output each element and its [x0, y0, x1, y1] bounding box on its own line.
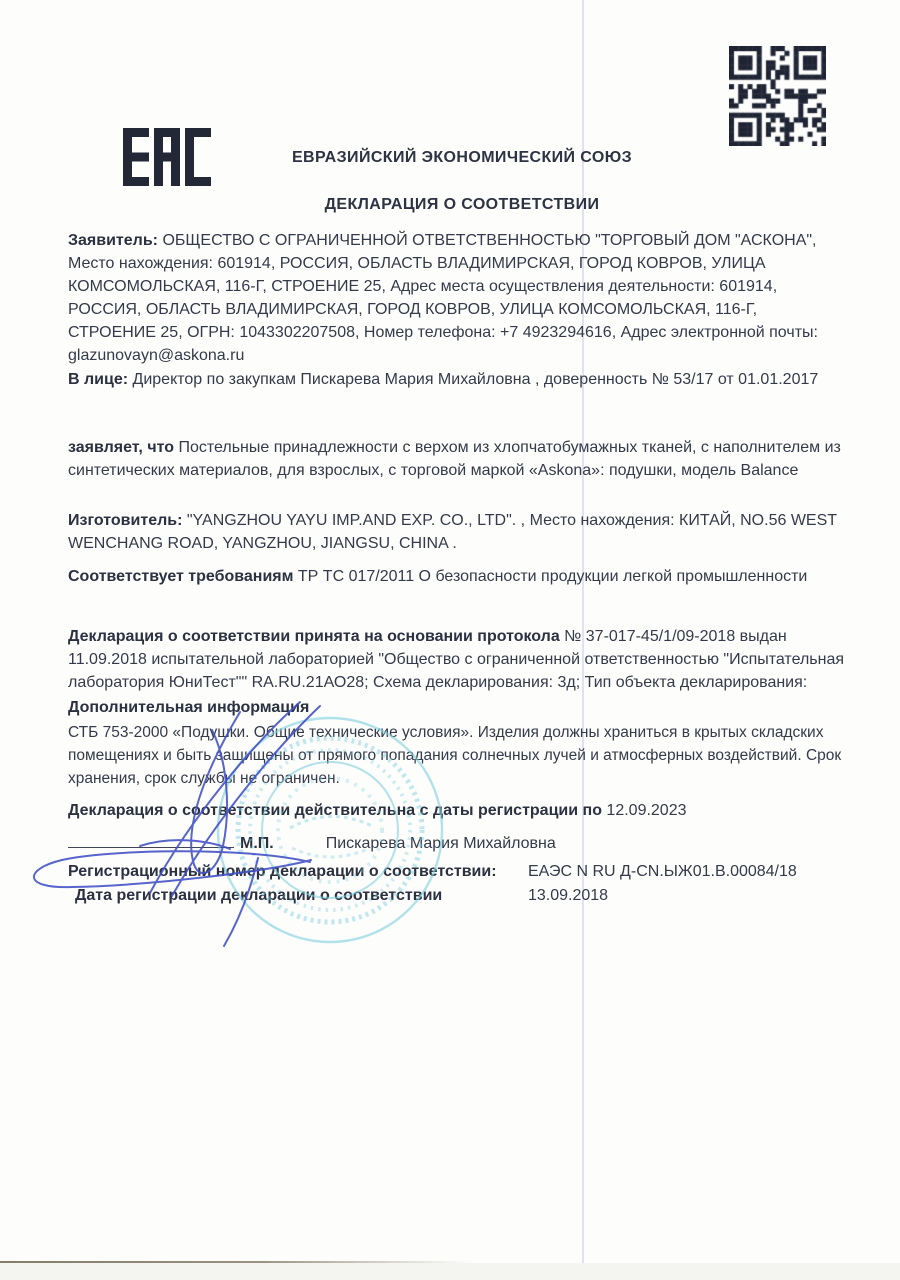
handwritten-signature: [0, 650, 400, 970]
basis-label: Декларация о соответствии принята на основании протокола: [68, 628, 560, 645]
registration-date-label: Дата регистрации декларации о соответствии: [75, 887, 443, 904]
signatory-name: Пискарева Мария Михайловна: [325, 835, 556, 852]
validity-label: Декларация о соответствии действительна с даты регистрации по: [68, 802, 602, 819]
seal-place-mark: М.П.: [240, 835, 274, 852]
additional-info-title: Дополнительная информация: [68, 699, 310, 716]
registration-date-value: 13.09.2018: [528, 887, 609, 904]
union-title: ЕВРАЗИЙСКИЙ ЭКОНОМИЧЕСКИЙ СОЮЗ: [291, 149, 633, 166]
declares-label: заявляет, что: [68, 439, 174, 456]
scan-artifact-bottom-strip: [0, 1263, 900, 1280]
declares-text: Постельные принадлежности с верхом из хлопчатобумажных тканей, с наполнителем из синтетических материалов, для взрослых, с торговой маркой «Askona»: подушки, модель Balance: [68, 439, 841, 479]
basis-text: № 37-017-45/1/09-2018 выдан 11.09.2018 испытательной лабораторией "Общество с ограниченной ответственностью "Испытательная лаборатория ЮниТест"" RA.RU.21АО28; Схема декларирования: 3д; Тип объекта декларирования:: [68, 628, 845, 691]
person-label: В лице:: [68, 371, 129, 388]
applicant-paragraph: [68, 229, 846, 367]
complies-text: ТР ТС 017/2011 О безопасности продукции легкой промышленности: [293, 568, 808, 585]
declares-paragraph: [68, 436, 846, 482]
person-text: Директор по закупкам Пискарева Мария Михайловна , доверенность № 53/17 от 01.01.2017: [128, 371, 819, 388]
complies-label: Соответствует требованиям: [68, 568, 294, 585]
manufacturer-paragraph: [68, 509, 846, 555]
person-paragraph: [68, 368, 846, 391]
validity-date: 12.09.2023: [606, 802, 687, 819]
registration-number-label: Регистрационный номер декларации о соответствии:: [68, 863, 497, 880]
scan-artifact-bottom-edge: [0, 1261, 470, 1263]
document-title: ДЕКЛАРАЦИЯ О СООТВЕТСТВИИ: [324, 196, 600, 213]
applicant-text: ОБЩЕСТВО С ОГРАНИЧЕННОЙ ОТВЕТСТВЕННОСТЬЮ "ТОРГОВЫЙ ДОМ "АСКОНА", Место нахождения: 601914, РОССИЯ, ОБЛАСТЬ ВЛАДИМИРСКАЯ, ГОРОД КОВРОВ, УЛИЦА КОМСОМОЛЬСКАЯ, 116-Г, СТРОЕНИЕ 25, Адрес места осуществления деятельности: 601914, РОССИЯ, ОБЛАСТЬ ВЛАДИМИРСКАЯ, ГОРОД КОВРОВ, УЛИЦА КОМСОМОЛЬСКАЯ, 116-Г, СТРОЕНИЕ 25, ОГРН: 1043302207508, Номер телефона: +7 4923294616, Адрес электронной почты: glazunovayn@askona.ru: [68, 232, 818, 364]
applicant-label: Заявитель:: [68, 232, 158, 249]
complies-paragraph: [68, 565, 846, 588]
manufacturer-text: "YANGZHOU YAYU IMP.AND EXP. CO., LTD". , Место нахождения: КИТАЙ, NO.56 WEST WENCHANG ROAD, YANGZHOU, JIANGSU, CHINA .: [68, 512, 837, 552]
additional-info-text: СТБ 753-2000 «Подушки. Общие технические условия». Изделия должны храниться в крытых складских помещениях и быть защищены от прямого попадания солнечных лучей и атмосферных воздействий. Срок хранения, срок службы не ограничен.: [68, 724, 842, 787]
manufacturer-label: Изготовитель:: [68, 512, 183, 529]
registration-number-value: ЕАЭС N RU Д-CN.ЫЖ01.В.00084/18: [528, 863, 797, 880]
qr-code: [729, 46, 826, 146]
